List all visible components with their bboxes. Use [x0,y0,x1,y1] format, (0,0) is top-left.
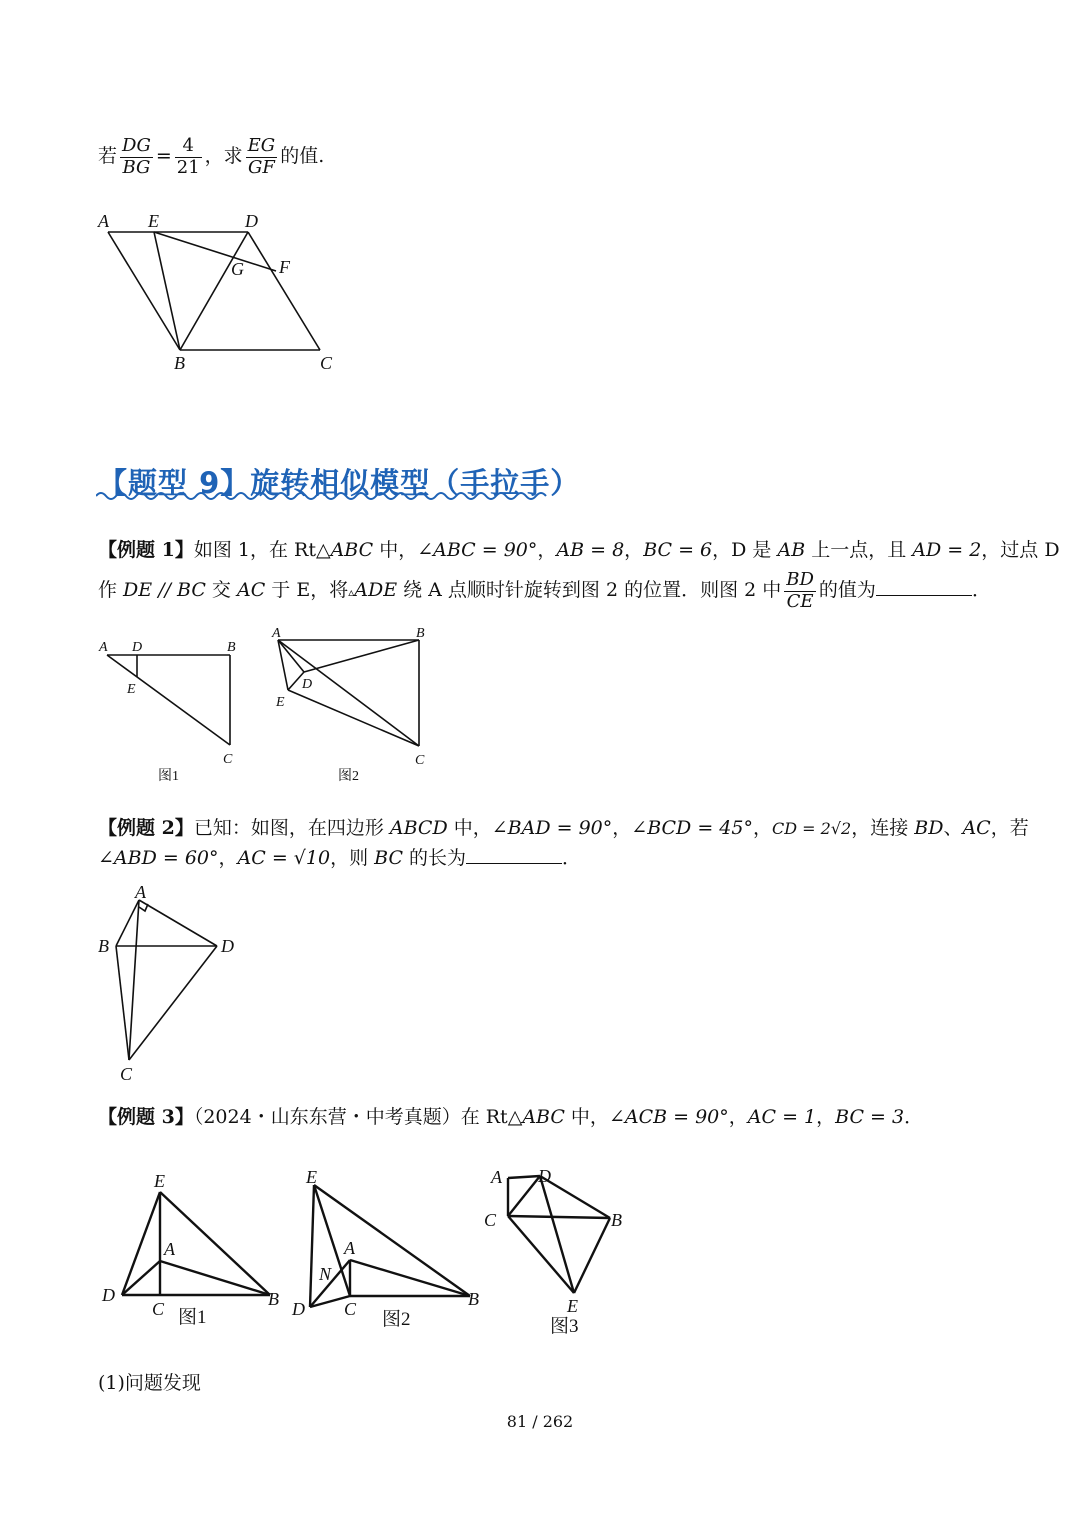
label-b: B [98,936,109,956]
example2-line1 [98,813,1029,843]
figure-caption: 图1 [158,769,179,784]
text: 在 Rt [460,1106,508,1128]
text: 的值为 [818,579,876,602]
segment-ef [154,232,276,271]
segment-bd [180,232,248,350]
figure-parallelogram [90,205,350,380]
text: ， [624,539,644,561]
math: BC = 3 [835,1106,905,1128]
segment-ba [116,900,139,946]
figure-caption: 图2 [382,1309,411,1330]
example2-tag: 【例题 2】 [98,817,194,839]
fraction-numerator: DG [122,135,151,156]
math: AC [962,817,991,839]
label-b: B [611,1210,622,1230]
text-mid: ，求 [204,145,243,168]
page-number: 81 / 262 [506,1412,574,1431]
text-suffix: 的值. [280,145,325,168]
label-d: D [302,677,313,692]
label-e: E [148,211,159,231]
text: ， [816,1106,836,1128]
fraction-numerator: EG [247,135,276,156]
label-g: G [231,259,244,279]
example1-figure2 [268,622,438,787]
text: 中， [564,1106,609,1128]
fraction-denominator: 21 [176,156,200,178]
math: AD = 2 [912,539,982,561]
label-c: C [223,752,233,767]
fraction-numerator: 4 [175,136,202,158]
segment-ab [350,1260,470,1296]
triangle-symbol: ▵ [348,585,355,600]
math: BC [374,847,403,869]
label-c: C [120,1064,133,1084]
label-a: A [272,626,281,641]
triangle-symbol: △ [315,539,331,561]
text: 的长为 [402,847,467,869]
example1-tag: 【例题 1】 [98,539,194,561]
segment-eb [314,1185,470,1296]
segment-dc [248,232,320,350]
math: ABC [522,1106,565,1128]
label-a: A [98,211,109,231]
figure-caption: 图2 [338,769,359,784]
text: ． [971,579,991,602]
label-d: D [292,1299,305,1319]
math: AC = 1 [747,1106,817,1128]
label-c: C [320,353,333,373]
label-e: E [306,1167,317,1187]
example1-line2 [98,570,991,612]
text: 中， [373,539,418,561]
segment-ab [108,232,180,350]
text: 已知：如图，在四边形 [193,817,390,839]
label-c: C [152,1299,165,1319]
label-d: D [132,640,143,655]
segment-ac [129,900,139,1060]
text: ，过点 D [981,539,1060,561]
segment-cb [508,1216,610,1218]
text: ， [612,817,632,839]
figure-caption: 图1 [178,1307,207,1328]
figure-caption: 图3 [550,1316,579,1337]
math: BC = 6 [643,539,713,561]
example3-figure2 [288,1165,488,1335]
text: ， [752,817,772,839]
segment-bc [116,946,129,1060]
label-b: B [268,1289,279,1309]
math: AC = √10 [237,847,331,869]
segment-ad [139,900,217,946]
segment-dc [129,946,217,1060]
text: ， [537,539,557,561]
fraction-denominator: CE [786,590,814,612]
text: 上一点，且 [805,539,913,561]
label-e: E [127,682,136,697]
sub-question-1: (1)问题发现 [98,1372,201,1394]
label-a: A [99,640,108,655]
example2-line2 [98,843,581,873]
example1-line1 [98,535,1060,565]
example3-tag: 【例题 3】 [98,1106,194,1128]
segment-ce [508,1216,574,1293]
text-prefix: 若 [98,145,118,168]
segment-ad [508,1176,540,1178]
math: ABCD [389,817,448,839]
fraction-denominator: BG [122,156,151,178]
segment-ac [107,655,230,745]
top-condition [98,136,324,178]
math: AC [236,579,266,602]
text: ， [218,847,238,869]
text: ，则 [330,847,375,869]
text: ，连接 [851,817,915,839]
fraction-dg-bg [120,136,153,178]
text: ． [904,1106,924,1128]
math: BD [914,817,944,839]
math: CD = 2√2 [771,819,852,838]
segment-ec [288,690,419,746]
segment-db [304,640,419,672]
example1-figure1 [95,635,255,785]
segment-eb [160,1192,270,1295]
label-b: B [468,1289,479,1309]
math: AB = 8 [556,539,625,561]
answer-blank[interactable] [466,849,562,864]
math: ∠BCD = 45° [631,817,753,839]
text: 于 E，将 [265,579,349,602]
label-a: A [135,882,146,902]
answer-blank[interactable] [876,581,972,596]
text: ，若 [990,817,1029,839]
text: 中， [447,817,492,839]
segment-eb [154,232,180,350]
label-c: C [415,753,425,768]
label-b: B [227,640,236,655]
text: ． [562,847,582,869]
example2-figure [92,880,252,1090]
example3-figure3 [480,1160,640,1345]
fraction-numerator: BD [786,569,814,590]
label-n: N [319,1264,332,1284]
fraction-denominator: GF [248,156,275,178]
label-e: E [567,1296,578,1316]
text: 作 [98,579,124,602]
label-f: F [279,257,290,277]
label-d: D [538,1166,551,1186]
label-d: D [102,1285,115,1305]
heading-wavy-underline [96,490,556,502]
segment-de [310,1185,314,1307]
segment-cd [508,1176,540,1216]
source-note: （2024・山东东营・中考真题） [193,1106,461,1128]
fraction-eg-gf [246,136,278,178]
math: ∠ABC = 90° [417,539,538,561]
label-b: B [416,626,425,641]
segment-ae [278,640,288,690]
label-c: C [344,1299,357,1319]
label-b: B [174,353,185,373]
label-a: A [344,1238,355,1258]
math: AB [777,539,806,561]
text: 交 [205,579,237,602]
fraction-bd-ce [784,570,816,612]
segment-eb [574,1218,610,1293]
math: ADE [354,579,398,602]
math: ∠BAD = 90° [491,817,613,839]
equals-sign: = [155,145,172,168]
text: 、 [943,817,963,839]
label-d: D [245,211,258,231]
text: ， [728,1106,748,1128]
text: 如图 1，在 Rt [193,539,316,561]
label-c: C [484,1210,497,1230]
math: ∠ABD = 60° [98,847,219,869]
math: ∠ACB = 90° [608,1106,729,1128]
section-heading: 【题型 9】旋转相似模型（手拉手） [98,466,581,500]
label-e: E [276,695,285,710]
label-e: E [154,1171,165,1191]
text: ，D 是 [712,539,778,561]
label-d: D [221,936,234,956]
segment-ac [278,640,419,746]
example3-line [98,1102,923,1132]
text: 绕 A 点顺时针旋转到图 2 的位置．则图 2 中 [397,579,782,602]
label-a: A [491,1167,502,1187]
math: ABC [330,539,374,561]
example3-figure1 [98,1165,288,1335]
math: DE // BC [123,579,206,602]
fraction-4-21 [175,136,202,178]
label-a: A [164,1239,175,1259]
triangle-symbol: △ [507,1106,523,1128]
